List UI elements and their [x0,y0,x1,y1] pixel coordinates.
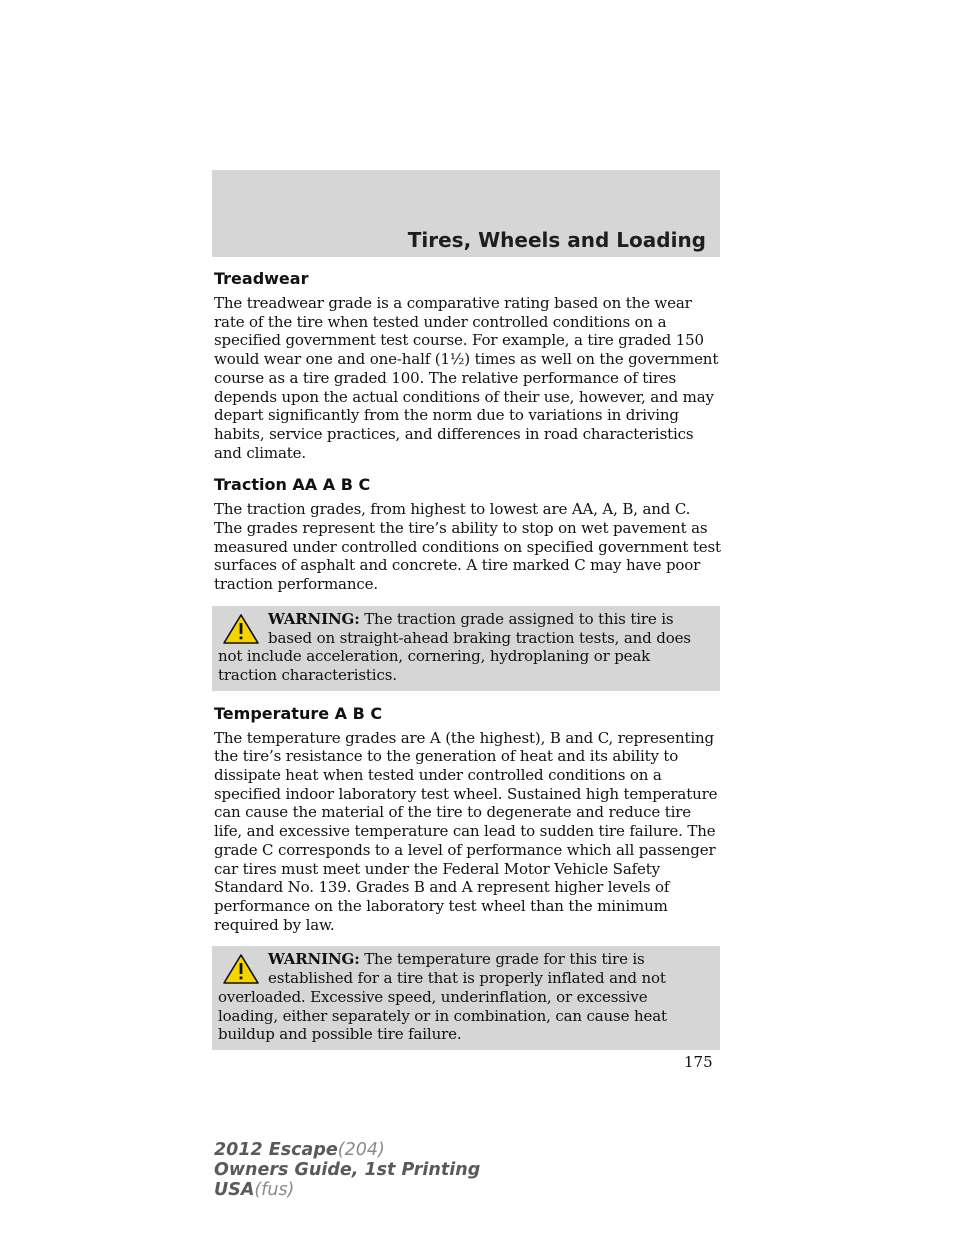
warning-text: The traction grade assigned to this tire is based on straight-ahead braking traction tests, and does not include acceleration, cornering, hydroplaning or peak traction characteristics. [218,609,691,684]
section-header-band [212,170,720,257]
section-title: Tires, Wheels and Loading [407,228,706,252]
warning-label: WARNING: [268,950,360,969]
footer-guide: Owners Guide, 1st Printing [214,1160,481,1180]
paragraph-traction: The traction grades, from highest to lowest are AA, A, B, and C. The grades represent the tire’s ability to stop on wet pavement as measured under controlled conditions on specified government test surfaces of asphalt and concrete. A tire marked C may have poor traction performance. [214,500,721,594]
footer-model: 2012 Escape [214,1140,338,1160]
footer-market: USA [214,1180,255,1200]
footer-model-code: (204) [337,1140,385,1160]
print-footer [214,1140,480,1200]
footer-market-code: (fus) [254,1180,295,1200]
warning-box-temperature [212,946,720,1050]
heading-treadwear: Treadwear [214,269,309,288]
paragraph-treadwear: The treadwear grade is a comparative rating based on the wear rate of the tire when tested under controlled conditions on a specified government test course. For example, a tire graded 150 would wear one and one-half (1½) times as well on the government course as a tire graded 100. The relative performance of tires depends upon the actual conditions of their use, however, and may depart significantly from the norm due to variations in driving habits, service practices, and differences in road characteristics and climate. [214,294,719,462]
footer-line-market [214,1180,480,1200]
heading-traction: Traction AA A B C [214,475,371,495]
warning-triangle-icon [218,950,264,986]
paragraph-temperature: The temperature grades are A (the highest), B and C, representing the tire’s resistance to the generation of heat and its ability to dissipate heat when tested under controlled conditions on a specified indoor laboratory test wheel. Sustained high temperature can cause the material of the tire to degenerate and reduce tire life, and excessive temperature can lead to sudden tire failure. The grade C corresponds to a level of performance which all passenger car tires must meet under the Federal Motor Vehicle Safety Standard No. 139. Grades B and A represent higher levels of performance on the laboratory test wheel than the minimum required by law. [214,728,718,934]
warning-label: WARNING: [268,609,360,628]
warning-text: The temperature grade for this tire is established for a tire that is properly inflated and not overloaded. Excessive speed, underinflation, or excessive loading, either separately or in combination, can cause heat buildup and possible tire failure. [218,950,667,1044]
footer-line-model [214,1140,480,1160]
warning-box-traction [212,606,720,691]
page-content [214,268,722,1050]
heading-temperature: Temperature A B C [214,703,383,723]
warning-triangle-icon [218,610,264,646]
page-number: 175 [684,1053,713,1071]
